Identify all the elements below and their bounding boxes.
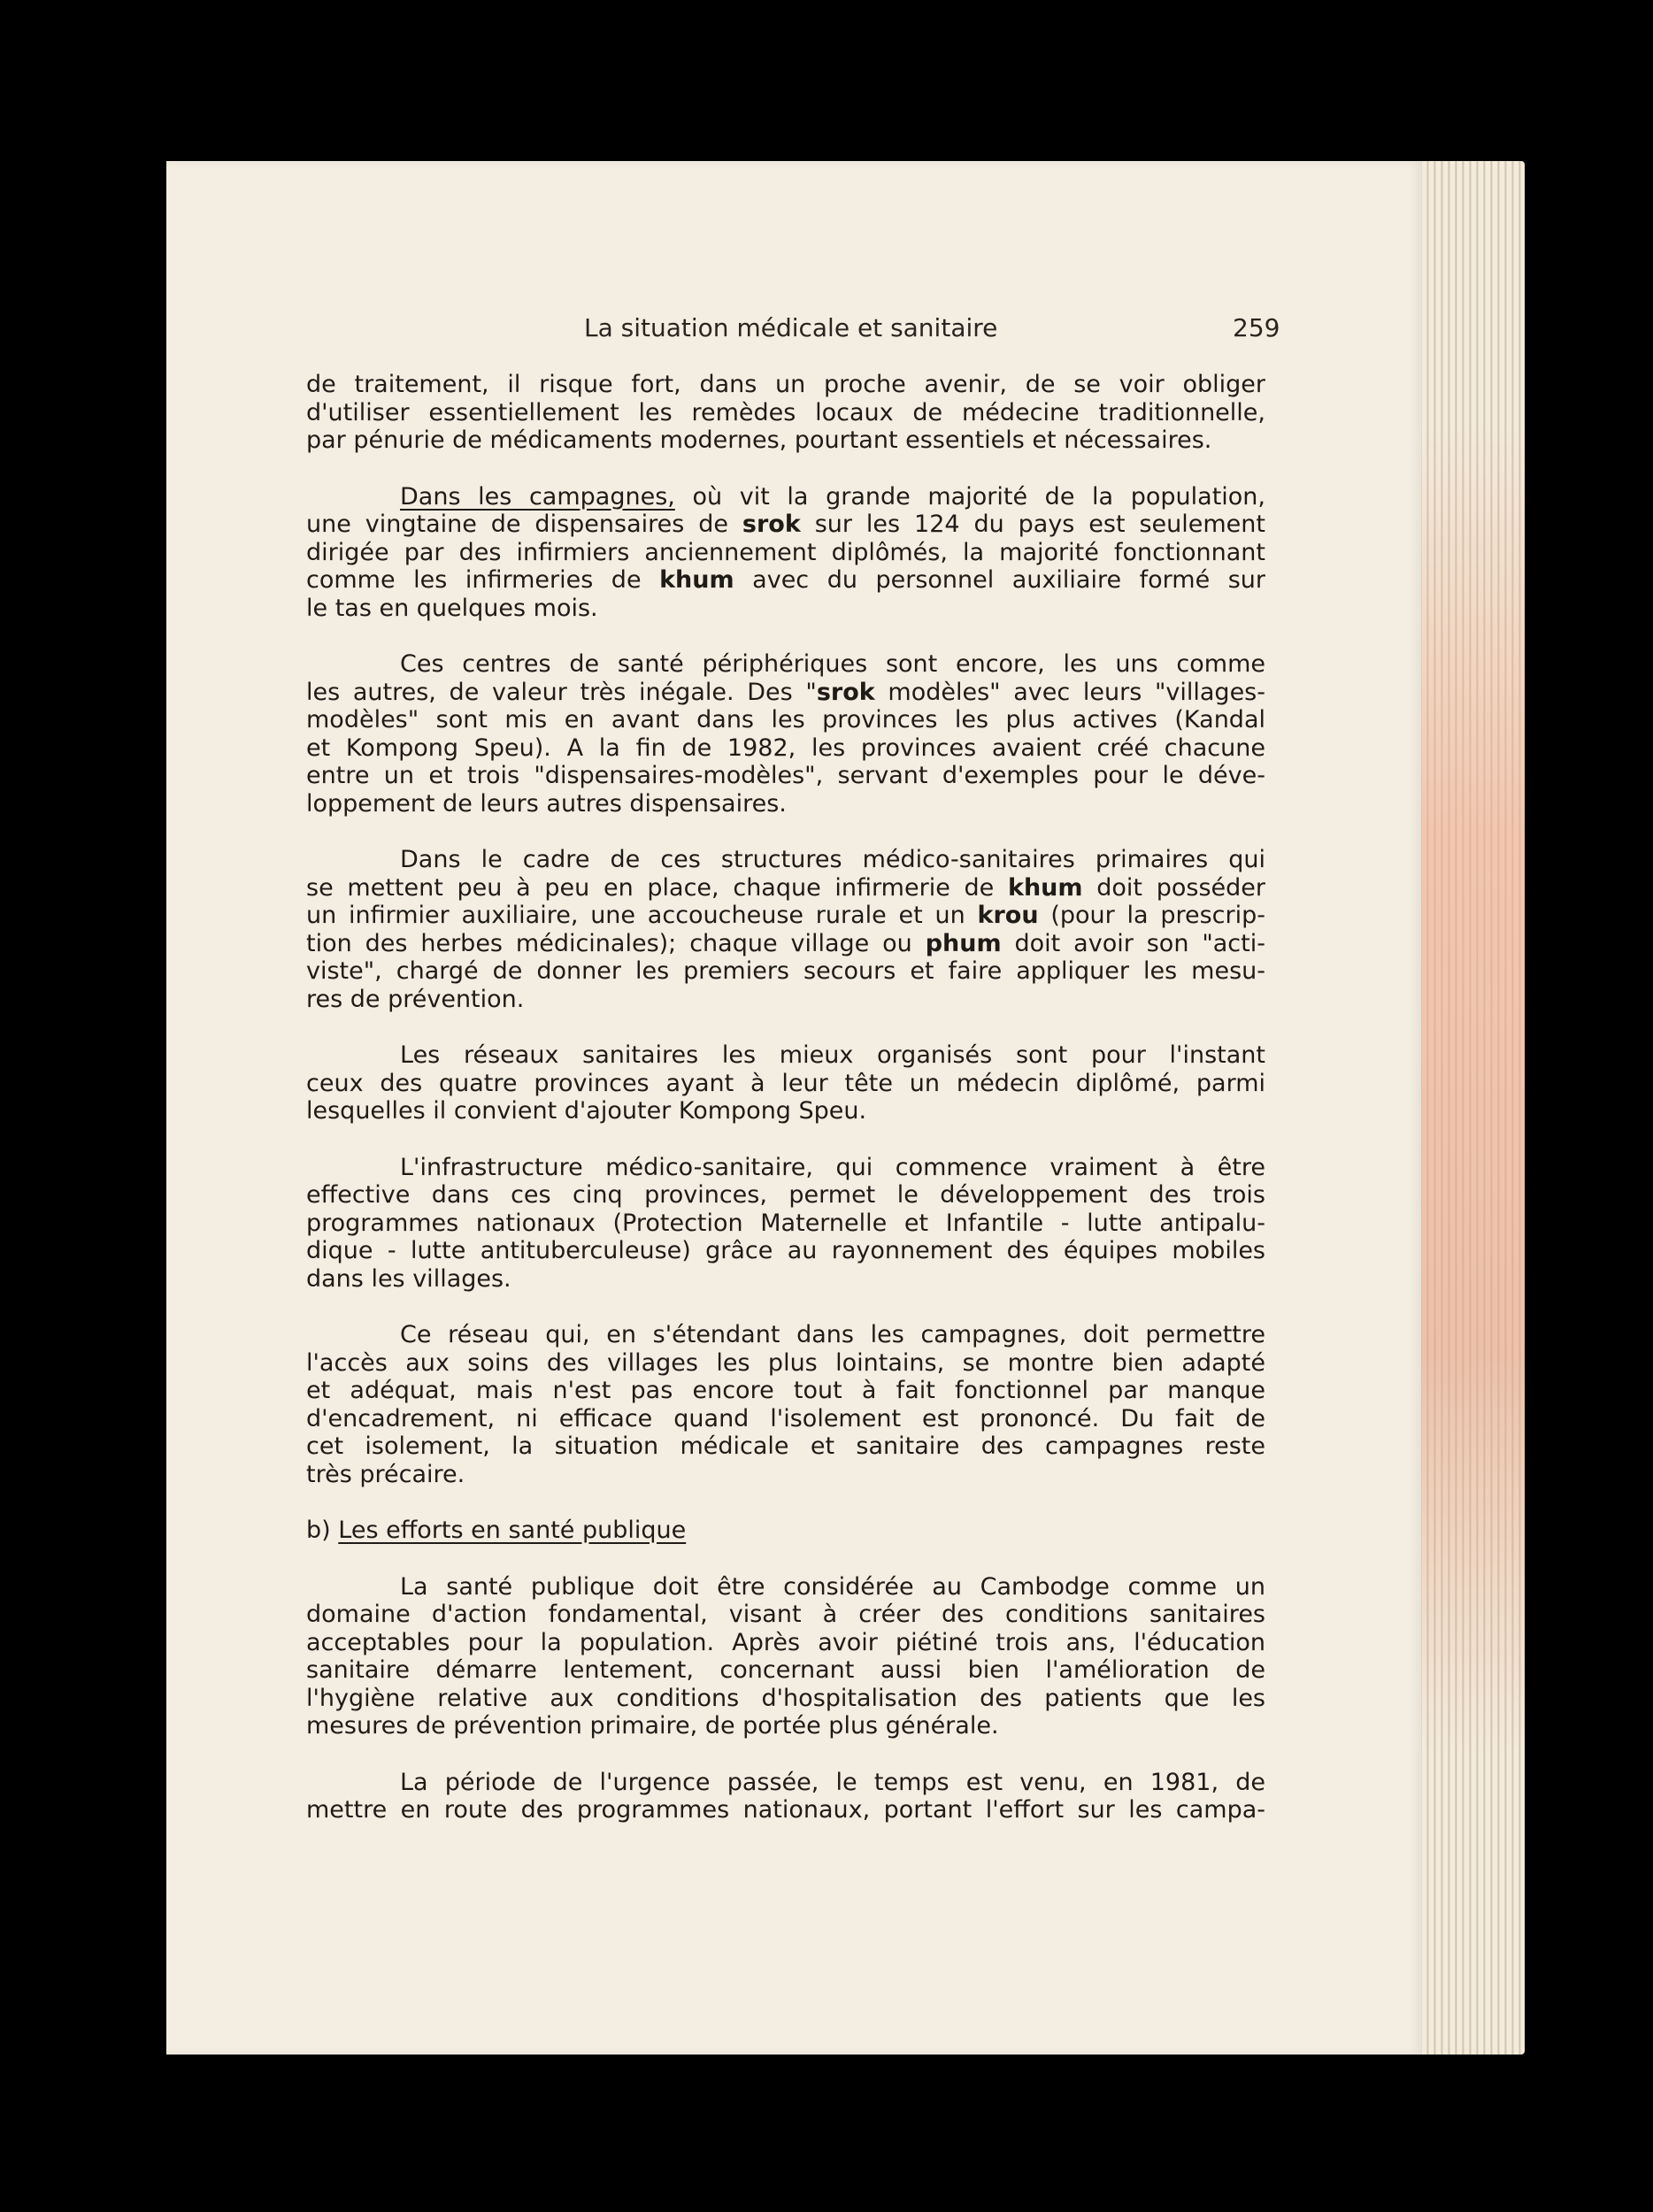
local-term: srok	[742, 511, 801, 538]
book	[166, 161, 1525, 2055]
local-term: srok	[816, 678, 875, 706]
text-line: effective dans ces cinq provinces, permet le développement des trois	[306, 1181, 1265, 1209]
text-line: acceptables pour la population. Après avoir piétiné trois ans, l'éducation	[306, 1628, 1265, 1656]
text-line: programmes nationaux (Protection Maternelle et Infantile - lutte antipalu-	[306, 1209, 1265, 1237]
text-line: le tas en quelques mois.	[306, 594, 598, 622]
text-line: l'accès aux soins des villages les plus lointains, se montre bien adapté	[306, 1348, 1265, 1377]
text-line: sanitaire démarre lentement, concernant aussi bien l'amélioration de	[306, 1656, 1265, 1684]
paragraph	[306, 650, 1265, 818]
text-line: par pénurie de médicaments modernes, pourtant essentiels et nécessaires.	[306, 426, 1212, 454]
text-line: comme les infirmeries de khum avec du personnel auxiliaire formé sur	[306, 566, 1265, 594]
text-line: et Kompong Speu). A la fin de 1982, les provinces avaient créé chacune	[306, 733, 1265, 762]
paragraph	[306, 1321, 1265, 1488]
text-line: mesures de prévention primaire, de portée plus générale.	[306, 1712, 999, 1740]
text-line: et adéquat, mais n'est pas encore tout à fait fonctionnel par manque	[306, 1377, 1265, 1404]
text-line: de traitement, il risque fort, dans un proche avenir, de se voir obliger	[306, 371, 1265, 398]
text-line: cet isolement, la situation médicale et sanitaire des campagnes reste	[306, 1432, 1265, 1460]
local-term: phum	[925, 929, 1002, 957]
text-line: les autres, de valeur très inégale. Des "srok modèles" avec leurs "villages-	[306, 678, 1265, 706]
paragraphs-before	[306, 371, 1265, 1488]
text-line: ceux des quatre provinces ayant à leur tête un médecin diplômé, parmi	[306, 1069, 1265, 1097]
page-header	[166, 313, 1421, 349]
text-line: dans les villages.	[306, 1264, 511, 1293]
text-line: d'encadrement, ni efficace quand l'isolement est prononcé. Du fait de	[306, 1404, 1265, 1432]
text-line: La santé publique doit être considérée au Cambodge comme un	[400, 1572, 1265, 1601]
section-heading	[306, 1517, 1265, 1545]
paragraph	[306, 483, 1265, 623]
paragraphs-after	[306, 1573, 1265, 1824]
text-line: domaine d'action fondamental, visant à créer des conditions sanitaires	[306, 1601, 1265, 1628]
running-title: La situation médicale et sanitaire	[584, 313, 998, 342]
text-line: modèles" sont mis en avant dans les provinces les plus actives (Kandal	[306, 706, 1265, 733]
text-line: lesquelles il convient d'ajouter Kompong Speu.	[306, 1097, 867, 1125]
paragraph	[306, 846, 1265, 1013]
underlined-lead: Dans les campagnes,	[400, 482, 675, 511]
text-line: une vingtaine de dispensaires de srok sur les 124 du pays est seulement	[306, 511, 1265, 538]
text-line: viste", chargé de donner les premiers secours et faire appliquer les mesu-	[306, 957, 1265, 985]
text-line: très précaire.	[306, 1460, 465, 1488]
text-line: dirigée par des infirmiers anciennement diplômés, la majorité fonctionnant	[306, 538, 1265, 566]
text-line: se mettent peu à peu en place, chaque infirmerie de khum doit posséder	[306, 873, 1265, 902]
text-line: d'utiliser essentiellement les remèdes locaux de médecine traditionnelle,	[306, 398, 1265, 426]
text-line: mettre en route des programmes nationaux, portant l'effort sur les campa-	[306, 1796, 1265, 1824]
text-line: La période de l'urgence passée, le temps est venu, en 1981, de	[400, 1768, 1265, 1796]
text-line: Dans le cadre de ces structures médico-sanitaires primaires qui	[400, 846, 1265, 873]
body-text	[306, 371, 1265, 1853]
local-term: krou	[977, 902, 1039, 929]
text-line: dique - lutte antituberculeuse) grâce au rayonnement des équipes mobiles	[306, 1237, 1265, 1264]
book-page	[166, 161, 1421, 2055]
section-heading-prefix: b)	[306, 1517, 339, 1544]
paragraph	[306, 1154, 1265, 1294]
local-term: khum	[659, 566, 734, 594]
text-line: L'infrastructure médico-sanitaire, qui commence vraiment à être	[400, 1153, 1265, 1181]
text-line: Ce réseau qui, en s'étendant dans les campagnes, doit permettre	[400, 1321, 1265, 1348]
text-line: entre un et trois "dispensaires-modèles", servant d'exemples pour le déve-	[306, 762, 1265, 789]
text-line: tion des herbes médicinales); chaque village ou phum doit avoir son "acti-	[306, 929, 1265, 957]
paragraph	[306, 1041, 1265, 1125]
paragraph	[306, 371, 1265, 455]
local-term: khum	[1008, 873, 1083, 902]
text-line: Dans les campagnes, où vit la grande majorité de la population,	[400, 482, 1265, 511]
page-number: 259	[1233, 313, 1280, 342]
text-line: loppement de leurs autres dispensaires.	[306, 789, 787, 818]
text-line: l'hygiène relative aux conditions d'hospitalisation des patients que les	[306, 1684, 1265, 1712]
section-heading-title: Les efforts en santé publique	[338, 1517, 687, 1544]
text-line: res de prévention.	[306, 985, 525, 1013]
text-line: Les réseaux sanitaires les mieux organisés sont pour l'instant	[400, 1041, 1265, 1069]
text-line: Ces centres de santé périphériques sont encore, les uns comme	[400, 650, 1265, 678]
paragraph	[306, 1769, 1265, 1824]
text-line: un infirmier auxiliaire, une accoucheuse rurale et un krou (pour la prescrip-	[306, 902, 1265, 929]
paragraph	[306, 1573, 1265, 1740]
